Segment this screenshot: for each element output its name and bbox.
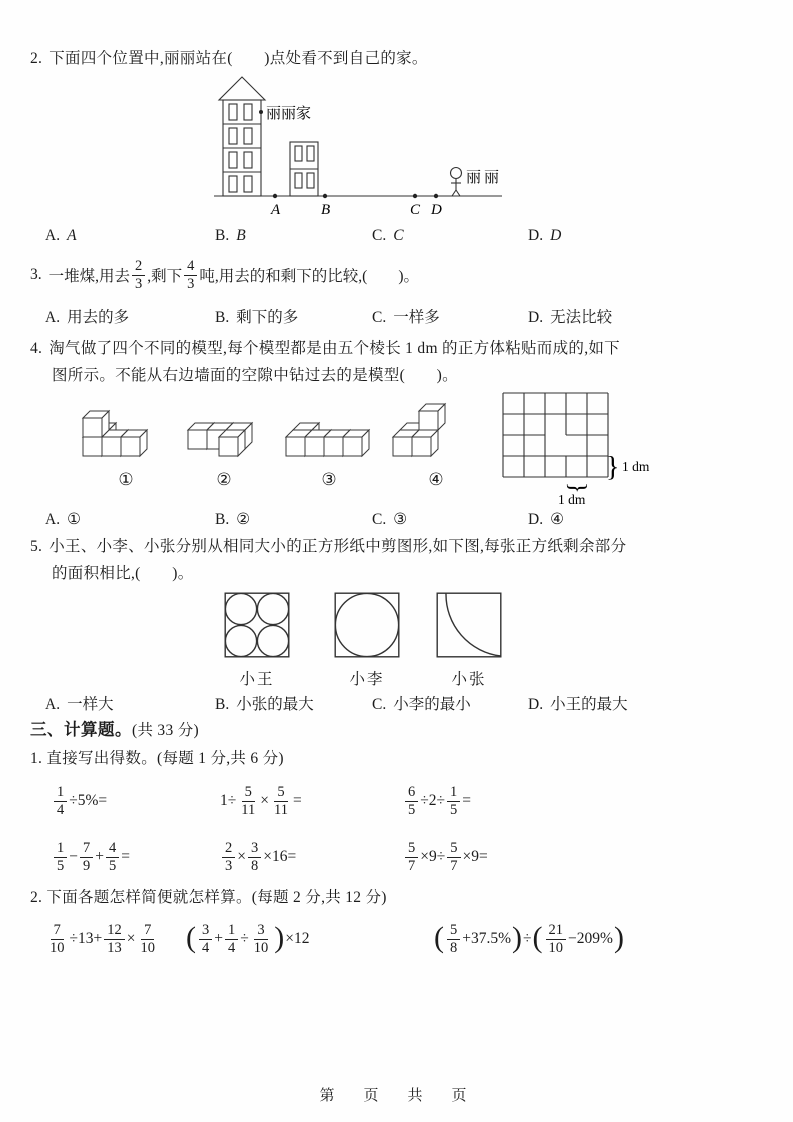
question-3-number: 3. (30, 266, 42, 283)
model-4 (390, 398, 482, 490)
calc-q2-title: 2. 下面各题怎样简便就怎样算。(每题 2 分,共 12 分) (30, 889, 387, 906)
inscribed-circle-in-square-diagram (334, 592, 400, 658)
wall-grid-lines (503, 393, 608, 477)
simplify-expression-2: ( $\frac{3}{4}$ + $\frac{1}{4}$ ÷ $\frac{3}{10}$ ) ×12 (186, 921, 310, 956)
q4-option-b: B. ② (215, 511, 251, 528)
simplify-expression-1: $\frac{7}{10}$ ÷13+ $\frac{12}{13}$ × $\frac{7}{10}$ (50, 921, 155, 956)
point-label-a: A (271, 202, 281, 218)
model-3-label: ③ (321, 470, 337, 489)
q5-option-b: B. 小张的最大 (215, 696, 314, 713)
calc-row-1 (30, 775, 770, 827)
calc-row-2 (30, 831, 770, 883)
point-label-d: D (431, 202, 442, 218)
q2-option-a: A. A (45, 227, 77, 244)
figure-xiaozhang-label: 小张 (451, 671, 487, 688)
q5-options (30, 692, 770, 714)
q4-option-a: A. ① (45, 511, 81, 528)
calc-expression-3: $\frac{6}{5}$ ÷2÷ $\frac{1}{5}$ = (403, 775, 471, 827)
simplify-row (30, 908, 770, 970)
calc-expression-6: $\frac{5}{7}$ ×9÷ $\frac{5}{7}$ ×9= (403, 831, 488, 883)
model-2-label: ② (216, 470, 232, 489)
point-label-c: C (410, 202, 421, 218)
q5-option-c: C. 小李的最小 (372, 696, 471, 713)
home-label: 丽丽家 (266, 106, 312, 122)
q3-options (30, 305, 770, 327)
question-2-number: 2. (30, 50, 43, 67)
figure-xiaowang-label: 小王 (239, 671, 275, 688)
person-label: 丽丽 (466, 170, 503, 186)
question-5-line2: 的面积相比,( )。 (52, 565, 194, 582)
wall-bottom-label: 1 dm (558, 492, 586, 507)
q2-option-d: D. D (528, 227, 562, 244)
model-4-diagram (390, 398, 482, 462)
short-building (290, 142, 318, 196)
section-3-title: 三、计算题。 (30, 720, 132, 739)
q3-option-d: D. 无法比较 (528, 309, 613, 326)
model-2 (178, 398, 270, 490)
point-label-b: B (321, 202, 331, 218)
calc-expression-5: $\frac{2}{3}$ × $\frac{3}{8}$ ×16= (220, 831, 296, 883)
simplify-expression-3: ( $\frac{5}{8}$ +37.5% ) ÷ ( $\frac{21}{10}$ −209% ) (434, 921, 624, 956)
tall-building (219, 77, 265, 196)
quarter-circle-in-square-diagram (436, 592, 502, 658)
roof (219, 77, 265, 100)
q2-option-b: B. B (215, 227, 246, 244)
q3-option-c: C. 一样多 (372, 309, 440, 326)
q5-option-a: A. 一样大 (45, 696, 114, 713)
q2-options (30, 227, 770, 249)
q4-option-c: C. ③ (372, 511, 408, 528)
bottom-brace-icon: } (564, 482, 590, 494)
q4-option-d: D. ④ (528, 511, 564, 528)
question-4-line2: 图所示。不能从右边墙面的空隙中钻过去的是模型( )。 (52, 367, 458, 384)
wall-side-label: 1 dm (622, 459, 650, 474)
page-footer: 第 页 共 页 (319, 1087, 474, 1104)
model-4-label: ④ (428, 470, 444, 489)
figure-xiaozhang (436, 592, 502, 689)
question-5-number: 5. (30, 538, 43, 555)
wall-grid-diagram (502, 392, 672, 508)
figure-xiaowang (224, 592, 290, 689)
model-3 (283, 398, 375, 490)
home-point-dot (259, 110, 263, 114)
four-circles-in-square-diagram (224, 592, 290, 658)
calc-q1-title: 1. 直接写出得数。(每题 1 分,共 6 分) (30, 750, 284, 767)
person-figure (451, 168, 462, 197)
model-1-label: ① (118, 470, 134, 489)
model-1-diagram (80, 398, 172, 462)
q3-option-a: A. 用去的多 (45, 309, 130, 326)
question-4-line1: 4. 淘气做了四个不同的模型,每个模型都是由五个棱长 1 dm 的正方体粘贴而成的,如下 (30, 340, 620, 357)
question-5-line1: 5. 小王、小李、小张分别从相同大小的正方形纸中剪图形,如下图,每张正方纸剩余部分 (30, 538, 627, 555)
q2-option-c: C. C (372, 227, 404, 244)
model-3-diagram (283, 398, 375, 462)
figure-xiaoli (334, 592, 400, 689)
question-2-text: 2. 下面四个位置中,丽丽站在( )点处看不到自己的家。 (30, 50, 428, 67)
q4-options (30, 510, 770, 532)
q3-option-b: B. 剩下的多 (215, 309, 299, 326)
side-brace-icon: } (606, 452, 620, 483)
q2-scene-diagram (210, 74, 510, 222)
question-3-text (30, 250, 419, 300)
calc-expression-1: $\frac{1}{4}$ ÷5%= (52, 775, 107, 827)
calc-expression-4: $\frac{1}{5}$ − $\frac{7}{9}$ + $\frac{4}{5}$ = (52, 831, 130, 883)
q5-option-d: D. 小王的最大 (528, 696, 628, 713)
section-3-heading: 三、计算题。(共 33 分) (30, 720, 199, 739)
question-4-number: 4. (30, 340, 43, 357)
q3-expression: 一堆煤,用去 $\frac{2}{3}$ ,剩下 $\frac{4}{3}$ 吨,用去的和剩下的比较,( )。 (48, 257, 419, 292)
model-2-diagram (178, 398, 270, 462)
figure-xiaoli-label: 小李 (349, 671, 385, 688)
model-1 (80, 398, 172, 490)
calc-expression-2: 1÷ $\frac{5}{11}$ × $\frac{5}{11}$ = (220, 783, 302, 818)
